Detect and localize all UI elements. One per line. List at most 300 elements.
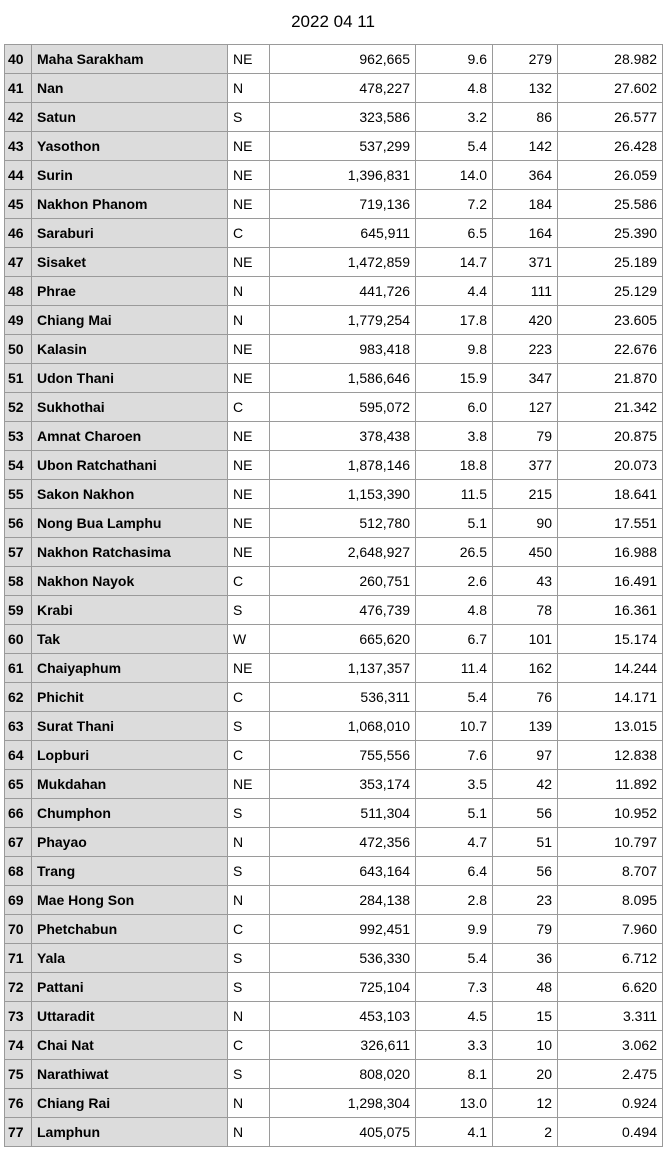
table-row bbox=[5, 422, 663, 451]
region-cell: C bbox=[228, 683, 270, 712]
table-row bbox=[5, 1118, 663, 1147]
table-row bbox=[5, 1089, 663, 1118]
cases-cell: 162 bbox=[493, 654, 558, 683]
table-row bbox=[5, 248, 663, 277]
table-body bbox=[5, 45, 663, 1147]
percent-cell: 4.1 bbox=[416, 1118, 493, 1147]
population-cell: 378,438 bbox=[270, 422, 416, 451]
table-row bbox=[5, 74, 663, 103]
rate-cell: 25.129 bbox=[558, 277, 663, 306]
population-cell: 441,726 bbox=[270, 277, 416, 306]
cases-cell: 23 bbox=[493, 886, 558, 915]
cases-cell: 79 bbox=[493, 422, 558, 451]
percent-cell: 11.5 bbox=[416, 480, 493, 509]
rank-cell: 59 bbox=[5, 596, 32, 625]
percent-cell: 5.1 bbox=[416, 799, 493, 828]
region-cell: N bbox=[228, 1089, 270, 1118]
percent-cell: 3.8 bbox=[416, 422, 493, 451]
rate-cell: 0.494 bbox=[558, 1118, 663, 1147]
population-cell: 326,611 bbox=[270, 1031, 416, 1060]
province-name-cell: Satun bbox=[32, 103, 228, 132]
cases-cell: 90 bbox=[493, 509, 558, 538]
table-row bbox=[5, 944, 663, 973]
percent-cell: 9.6 bbox=[416, 45, 493, 74]
rate-cell: 8.095 bbox=[558, 886, 663, 915]
province-name-cell: Tak bbox=[32, 625, 228, 654]
cases-cell: 76 bbox=[493, 683, 558, 712]
percent-cell: 5.4 bbox=[416, 132, 493, 161]
rank-cell: 77 bbox=[5, 1118, 32, 1147]
table-row bbox=[5, 161, 663, 190]
region-cell: NE bbox=[228, 422, 270, 451]
region-cell: C bbox=[228, 219, 270, 248]
population-cell: 1,586,646 bbox=[270, 364, 416, 393]
percent-cell: 8.1 bbox=[416, 1060, 493, 1089]
population-cell: 1,068,010 bbox=[270, 712, 416, 741]
cases-cell: 111 bbox=[493, 277, 558, 306]
rate-cell: 21.870 bbox=[558, 364, 663, 393]
province-name-cell: Maha Sarakham bbox=[32, 45, 228, 74]
population-cell: 962,665 bbox=[270, 45, 416, 74]
rank-cell: 60 bbox=[5, 625, 32, 654]
percent-cell: 6.0 bbox=[416, 393, 493, 422]
table-row bbox=[5, 480, 663, 509]
table-row bbox=[5, 306, 663, 335]
percent-cell: 4.8 bbox=[416, 596, 493, 625]
rank-cell: 57 bbox=[5, 538, 32, 567]
cases-cell: 48 bbox=[493, 973, 558, 1002]
region-cell: NE bbox=[228, 335, 270, 364]
cases-cell: 371 bbox=[493, 248, 558, 277]
table-row bbox=[5, 277, 663, 306]
rate-cell: 12.838 bbox=[558, 741, 663, 770]
province-name-cell: Nakhon Nayok bbox=[32, 567, 228, 596]
rank-cell: 46 bbox=[5, 219, 32, 248]
region-cell: NE bbox=[228, 45, 270, 74]
population-cell: 2,648,927 bbox=[270, 538, 416, 567]
region-cell: S bbox=[228, 973, 270, 1002]
region-cell: NE bbox=[228, 132, 270, 161]
population-cell: 453,103 bbox=[270, 1002, 416, 1031]
province-name-cell: Mae Hong Son bbox=[32, 886, 228, 915]
cases-cell: 42 bbox=[493, 770, 558, 799]
cases-cell: 164 bbox=[493, 219, 558, 248]
province-table bbox=[4, 44, 663, 1147]
province-name-cell: Sisaket bbox=[32, 248, 228, 277]
cases-cell: 78 bbox=[493, 596, 558, 625]
province-name-cell: Surin bbox=[32, 161, 228, 190]
table-row bbox=[5, 45, 663, 74]
region-cell: NE bbox=[228, 654, 270, 683]
rate-cell: 25.390 bbox=[558, 219, 663, 248]
percent-cell: 17.8 bbox=[416, 306, 493, 335]
province-name-cell: Yala bbox=[32, 944, 228, 973]
rate-cell: 13.015 bbox=[558, 712, 663, 741]
region-cell: NE bbox=[228, 364, 270, 393]
region-cell: C bbox=[228, 567, 270, 596]
rank-cell: 43 bbox=[5, 132, 32, 161]
cases-cell: 364 bbox=[493, 161, 558, 190]
province-name-cell: Lamphun bbox=[32, 1118, 228, 1147]
percent-cell: 5.1 bbox=[416, 509, 493, 538]
rate-cell: 3.062 bbox=[558, 1031, 663, 1060]
population-cell: 719,136 bbox=[270, 190, 416, 219]
percent-cell: 9.8 bbox=[416, 335, 493, 364]
population-cell: 755,556 bbox=[270, 741, 416, 770]
rank-cell: 69 bbox=[5, 886, 32, 915]
population-cell: 1,153,390 bbox=[270, 480, 416, 509]
region-cell: C bbox=[228, 915, 270, 944]
cases-cell: 223 bbox=[493, 335, 558, 364]
region-cell: NE bbox=[228, 480, 270, 509]
region-cell: S bbox=[228, 103, 270, 132]
rank-cell: 70 bbox=[5, 915, 32, 944]
percent-cell: 7.2 bbox=[416, 190, 493, 219]
percent-cell: 14.0 bbox=[416, 161, 493, 190]
rank-cell: 65 bbox=[5, 770, 32, 799]
rank-cell: 56 bbox=[5, 509, 32, 538]
table-row bbox=[5, 654, 663, 683]
table-row bbox=[5, 538, 663, 567]
rank-cell: 71 bbox=[5, 944, 32, 973]
percent-cell: 9.9 bbox=[416, 915, 493, 944]
rank-cell: 73 bbox=[5, 1002, 32, 1031]
cases-cell: 20 bbox=[493, 1060, 558, 1089]
region-cell: C bbox=[228, 1031, 270, 1060]
rate-cell: 10.797 bbox=[558, 828, 663, 857]
rate-cell: 15.174 bbox=[558, 625, 663, 654]
population-cell: 665,620 bbox=[270, 625, 416, 654]
cases-cell: 184 bbox=[493, 190, 558, 219]
province-name-cell: Udon Thani bbox=[32, 364, 228, 393]
population-cell: 536,311 bbox=[270, 683, 416, 712]
province-name-cell: Nong Bua Lamphu bbox=[32, 509, 228, 538]
province-name-cell: Trang bbox=[32, 857, 228, 886]
percent-cell: 7.3 bbox=[416, 973, 493, 1002]
table-row bbox=[5, 567, 663, 596]
cases-cell: 12 bbox=[493, 1089, 558, 1118]
region-cell: S bbox=[228, 944, 270, 973]
province-name-cell: Phrae bbox=[32, 277, 228, 306]
rank-cell: 63 bbox=[5, 712, 32, 741]
rate-cell: 8.707 bbox=[558, 857, 663, 886]
rank-cell: 74 bbox=[5, 1031, 32, 1060]
percent-cell: 5.4 bbox=[416, 944, 493, 973]
rank-cell: 67 bbox=[5, 828, 32, 857]
rank-cell: 40 bbox=[5, 45, 32, 74]
rank-cell: 53 bbox=[5, 422, 32, 451]
province-name-cell: Chiang Rai bbox=[32, 1089, 228, 1118]
rank-cell: 50 bbox=[5, 335, 32, 364]
region-cell: NE bbox=[228, 509, 270, 538]
rate-cell: 16.491 bbox=[558, 567, 663, 596]
percent-cell: 6.4 bbox=[416, 857, 493, 886]
rate-cell: 20.875 bbox=[558, 422, 663, 451]
cases-cell: 132 bbox=[493, 74, 558, 103]
population-cell: 405,075 bbox=[270, 1118, 416, 1147]
rank-cell: 45 bbox=[5, 190, 32, 219]
region-cell: NE bbox=[228, 248, 270, 277]
percent-cell: 2.6 bbox=[416, 567, 493, 596]
cases-cell: 420 bbox=[493, 306, 558, 335]
table-row bbox=[5, 451, 663, 480]
province-name-cell: Yasothon bbox=[32, 132, 228, 161]
region-cell: N bbox=[228, 74, 270, 103]
population-cell: 476,739 bbox=[270, 596, 416, 625]
rate-cell: 2.475 bbox=[558, 1060, 663, 1089]
population-cell: 725,104 bbox=[270, 973, 416, 1002]
rank-cell: 66 bbox=[5, 799, 32, 828]
rate-cell: 16.361 bbox=[558, 596, 663, 625]
rank-cell: 64 bbox=[5, 741, 32, 770]
cases-cell: 15 bbox=[493, 1002, 558, 1031]
percent-cell: 4.5 bbox=[416, 1002, 493, 1031]
percent-cell: 4.7 bbox=[416, 828, 493, 857]
province-name-cell: Chaiyaphum bbox=[32, 654, 228, 683]
table-row bbox=[5, 103, 663, 132]
table-row bbox=[5, 857, 663, 886]
region-cell: N bbox=[228, 277, 270, 306]
percent-cell: 3.5 bbox=[416, 770, 493, 799]
region-cell: N bbox=[228, 1002, 270, 1031]
rank-cell: 47 bbox=[5, 248, 32, 277]
province-name-cell: Phayao bbox=[32, 828, 228, 857]
population-cell: 595,072 bbox=[270, 393, 416, 422]
cases-cell: 56 bbox=[493, 857, 558, 886]
province-name-cell: Nakhon Ratchasima bbox=[32, 538, 228, 567]
cases-cell: 79 bbox=[493, 915, 558, 944]
province-name-cell: Saraburi bbox=[32, 219, 228, 248]
cases-cell: 10 bbox=[493, 1031, 558, 1060]
population-cell: 353,174 bbox=[270, 770, 416, 799]
province-name-cell: Narathiwat bbox=[32, 1060, 228, 1089]
cases-cell: 347 bbox=[493, 364, 558, 393]
rank-cell: 76 bbox=[5, 1089, 32, 1118]
rate-cell: 28.982 bbox=[558, 45, 663, 74]
rank-cell: 42 bbox=[5, 103, 32, 132]
rank-cell: 52 bbox=[5, 393, 32, 422]
cases-cell: 279 bbox=[493, 45, 558, 74]
rate-cell: 25.189 bbox=[558, 248, 663, 277]
province-name-cell: Sukhothai bbox=[32, 393, 228, 422]
province-name-cell: Ubon Ratchathani bbox=[32, 451, 228, 480]
rate-cell: 10.952 bbox=[558, 799, 663, 828]
province-name-cell: Chiang Mai bbox=[32, 306, 228, 335]
province-name-cell: Kalasin bbox=[32, 335, 228, 364]
population-cell: 1,396,831 bbox=[270, 161, 416, 190]
percent-cell: 15.9 bbox=[416, 364, 493, 393]
table-row bbox=[5, 1002, 663, 1031]
rate-cell: 25.586 bbox=[558, 190, 663, 219]
region-cell: NE bbox=[228, 190, 270, 219]
population-cell: 643,164 bbox=[270, 857, 416, 886]
province-name-cell: Nakhon Phanom bbox=[32, 190, 228, 219]
population-cell: 511,304 bbox=[270, 799, 416, 828]
population-cell: 323,586 bbox=[270, 103, 416, 132]
cases-cell: 97 bbox=[493, 741, 558, 770]
rank-cell: 72 bbox=[5, 973, 32, 1002]
rank-cell: 48 bbox=[5, 277, 32, 306]
province-name-cell: Chai Nat bbox=[32, 1031, 228, 1060]
rate-cell: 26.059 bbox=[558, 161, 663, 190]
percent-cell: 11.4 bbox=[416, 654, 493, 683]
percent-cell: 10.7 bbox=[416, 712, 493, 741]
population-cell: 808,020 bbox=[270, 1060, 416, 1089]
table-row bbox=[5, 219, 663, 248]
population-cell: 1,472,859 bbox=[270, 248, 416, 277]
population-cell: 260,751 bbox=[270, 567, 416, 596]
population-cell: 992,451 bbox=[270, 915, 416, 944]
province-name-cell: Surat Thani bbox=[32, 712, 228, 741]
cases-cell: 51 bbox=[493, 828, 558, 857]
population-cell: 512,780 bbox=[270, 509, 416, 538]
region-cell: N bbox=[228, 828, 270, 857]
population-cell: 537,299 bbox=[270, 132, 416, 161]
region-cell: C bbox=[228, 741, 270, 770]
table-row bbox=[5, 596, 663, 625]
rate-cell: 23.605 bbox=[558, 306, 663, 335]
cases-cell: 215 bbox=[493, 480, 558, 509]
rank-cell: 55 bbox=[5, 480, 32, 509]
rate-cell: 21.342 bbox=[558, 393, 663, 422]
percent-cell: 4.4 bbox=[416, 277, 493, 306]
cases-cell: 101 bbox=[493, 625, 558, 654]
rank-cell: 51 bbox=[5, 364, 32, 393]
percent-cell: 3.3 bbox=[416, 1031, 493, 1060]
table-row bbox=[5, 712, 663, 741]
population-cell: 472,356 bbox=[270, 828, 416, 857]
rank-cell: 61 bbox=[5, 654, 32, 683]
region-cell: C bbox=[228, 393, 270, 422]
cases-cell: 142 bbox=[493, 132, 558, 161]
province-name-cell: Phichit bbox=[32, 683, 228, 712]
cases-cell: 43 bbox=[493, 567, 558, 596]
rate-cell: 6.620 bbox=[558, 973, 663, 1002]
rank-cell: 58 bbox=[5, 567, 32, 596]
table-row bbox=[5, 132, 663, 161]
cases-cell: 377 bbox=[493, 451, 558, 480]
province-name-cell: Krabi bbox=[32, 596, 228, 625]
percent-cell: 5.4 bbox=[416, 683, 493, 712]
rank-cell: 75 bbox=[5, 1060, 32, 1089]
table-row bbox=[5, 1031, 663, 1060]
rate-cell: 18.641 bbox=[558, 480, 663, 509]
percent-cell: 4.8 bbox=[416, 74, 493, 103]
rank-cell: 68 bbox=[5, 857, 32, 886]
province-name-cell: Amnat Charoen bbox=[32, 422, 228, 451]
percent-cell: 3.2 bbox=[416, 103, 493, 132]
population-cell: 645,911 bbox=[270, 219, 416, 248]
region-cell: W bbox=[228, 625, 270, 654]
percent-cell: 6.7 bbox=[416, 625, 493, 654]
region-cell: N bbox=[228, 1118, 270, 1147]
rate-cell: 11.892 bbox=[558, 770, 663, 799]
percent-cell: 18.8 bbox=[416, 451, 493, 480]
rate-cell: 27.602 bbox=[558, 74, 663, 103]
table-row bbox=[5, 741, 663, 770]
region-cell: NE bbox=[228, 451, 270, 480]
population-cell: 1,779,254 bbox=[270, 306, 416, 335]
region-cell: S bbox=[228, 1060, 270, 1089]
population-cell: 1,878,146 bbox=[270, 451, 416, 480]
rate-cell: 0.924 bbox=[558, 1089, 663, 1118]
rank-cell: 54 bbox=[5, 451, 32, 480]
region-cell: N bbox=[228, 886, 270, 915]
percent-cell: 13.0 bbox=[416, 1089, 493, 1118]
rate-cell: 3.311 bbox=[558, 1002, 663, 1031]
percent-cell: 14.7 bbox=[416, 248, 493, 277]
rate-cell: 22.676 bbox=[558, 335, 663, 364]
percent-cell: 7.6 bbox=[416, 741, 493, 770]
province-name-cell: Uttaradit bbox=[32, 1002, 228, 1031]
rate-cell: 20.073 bbox=[558, 451, 663, 480]
population-cell: 1,298,304 bbox=[270, 1089, 416, 1118]
region-cell: NE bbox=[228, 161, 270, 190]
table-row bbox=[5, 509, 663, 538]
rank-cell: 41 bbox=[5, 74, 32, 103]
table-row bbox=[5, 190, 663, 219]
population-cell: 983,418 bbox=[270, 335, 416, 364]
rate-cell: 17.551 bbox=[558, 509, 663, 538]
table-row bbox=[5, 335, 663, 364]
table-row bbox=[5, 364, 663, 393]
population-cell: 284,138 bbox=[270, 886, 416, 915]
table-row bbox=[5, 886, 663, 915]
region-cell: NE bbox=[228, 538, 270, 567]
table-row bbox=[5, 915, 663, 944]
table-row bbox=[5, 770, 663, 799]
percent-cell: 26.5 bbox=[416, 538, 493, 567]
province-name-cell: Mukdahan bbox=[32, 770, 228, 799]
rank-cell: 44 bbox=[5, 161, 32, 190]
cases-cell: 127 bbox=[493, 393, 558, 422]
province-name-cell: Lopburi bbox=[32, 741, 228, 770]
page-title: 2022 04 11 bbox=[291, 12, 375, 31]
rate-cell: 7.960 bbox=[558, 915, 663, 944]
percent-cell: 6.5 bbox=[416, 219, 493, 248]
province-name-cell: Nan bbox=[32, 74, 228, 103]
population-cell: 536,330 bbox=[270, 944, 416, 973]
region-cell: N bbox=[228, 306, 270, 335]
rate-cell: 16.988 bbox=[558, 538, 663, 567]
cases-cell: 139 bbox=[493, 712, 558, 741]
region-cell: S bbox=[228, 712, 270, 741]
table-row bbox=[5, 1060, 663, 1089]
population-cell: 1,137,357 bbox=[270, 654, 416, 683]
population-cell: 478,227 bbox=[270, 74, 416, 103]
percent-cell: 2.8 bbox=[416, 886, 493, 915]
cases-cell: 36 bbox=[493, 944, 558, 973]
table-row bbox=[5, 683, 663, 712]
province-name-cell: Pattani bbox=[32, 973, 228, 1002]
rank-cell: 49 bbox=[5, 306, 32, 335]
table-row bbox=[5, 625, 663, 654]
cases-cell: 86 bbox=[493, 103, 558, 132]
province-name-cell: Sakon Nakhon bbox=[32, 480, 228, 509]
province-name-cell: Phetchabun bbox=[32, 915, 228, 944]
province-name-cell: Chumphon bbox=[32, 799, 228, 828]
region-cell: NE bbox=[228, 770, 270, 799]
rank-cell: 62 bbox=[5, 683, 32, 712]
rate-cell: 26.577 bbox=[558, 103, 663, 132]
table-row bbox=[5, 973, 663, 1002]
cases-cell: 56 bbox=[493, 799, 558, 828]
rate-cell: 26.428 bbox=[558, 132, 663, 161]
cases-cell: 450 bbox=[493, 538, 558, 567]
region-cell: S bbox=[228, 596, 270, 625]
table-row bbox=[5, 393, 663, 422]
region-cell: S bbox=[228, 857, 270, 886]
